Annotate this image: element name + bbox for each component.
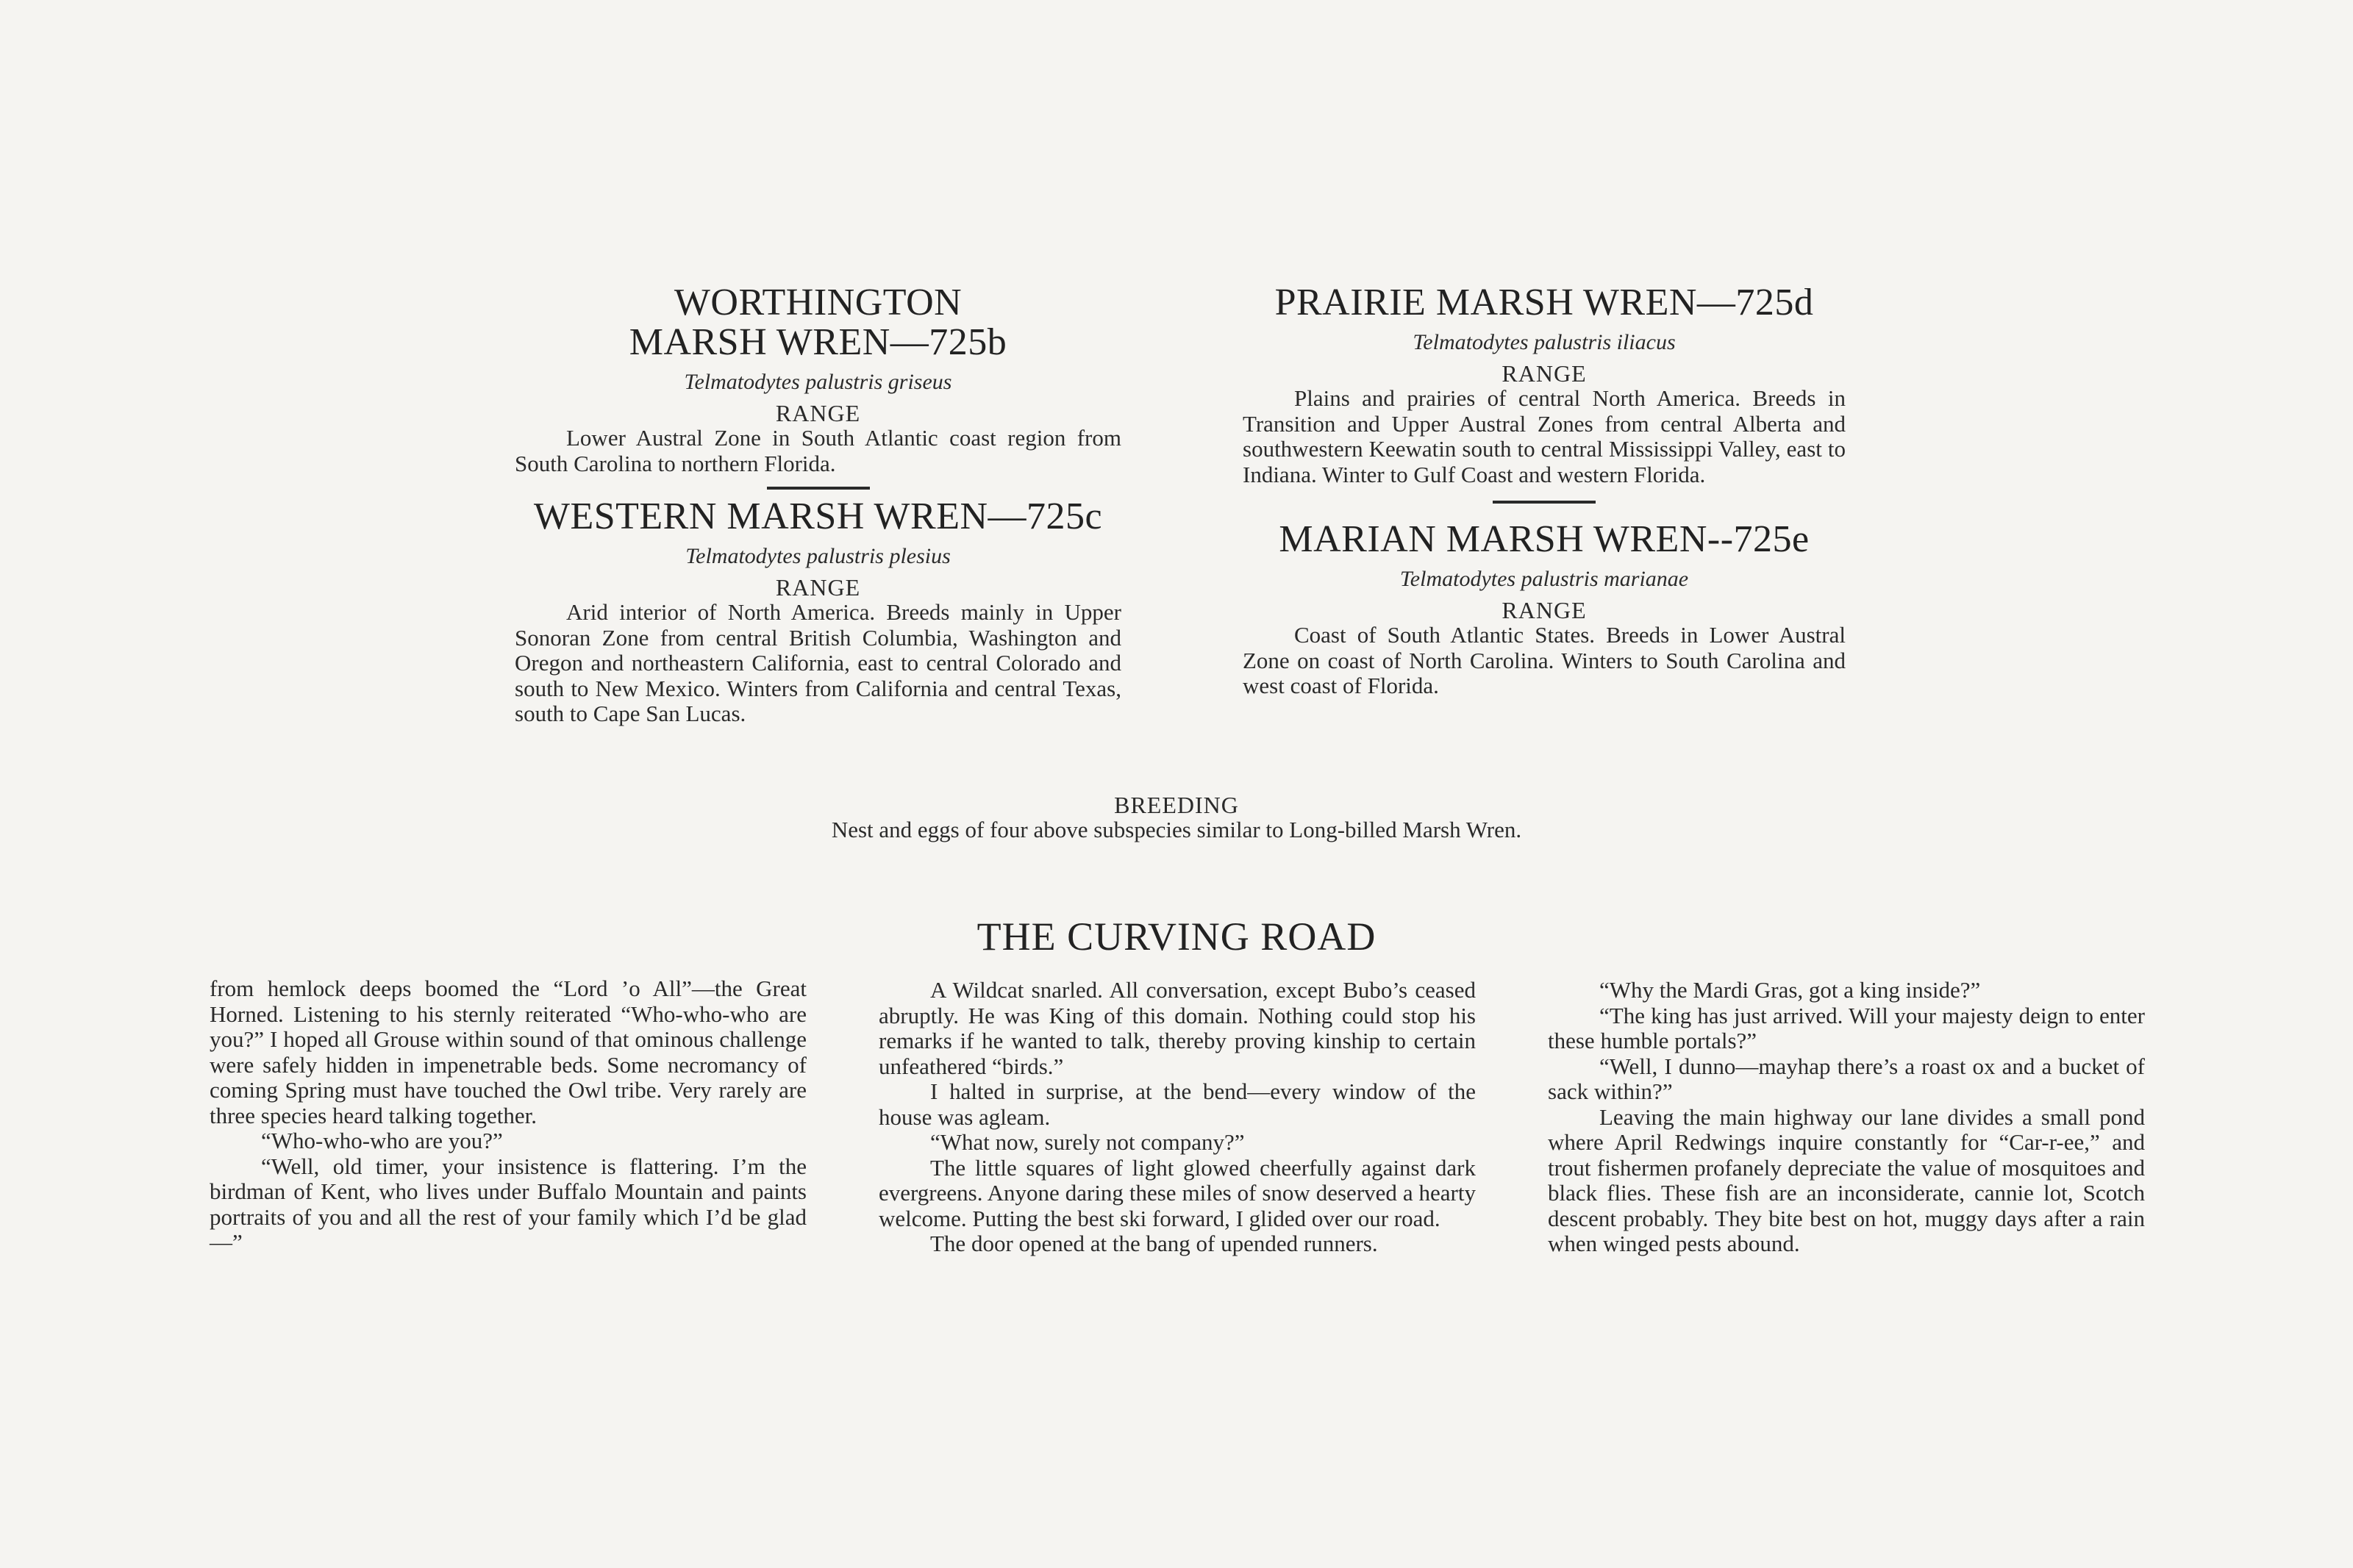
marian-scientific-name: Telmatodytes palustris marianae bbox=[1399, 567, 1689, 591]
story-column-1 bbox=[210, 976, 807, 1256]
divider-rule bbox=[1493, 501, 1596, 504]
western-section bbox=[515, 497, 1121, 727]
prairie-section bbox=[1243, 283, 1846, 487]
story-paragraph: “Who-who-who are you?” bbox=[261, 1128, 503, 1153]
story-paragraph: from hemlock deeps boomed the “Lord ’o All”—the Great Horned. Listening to his sternly reiterated “Who-who-who are you?” I hoped all Grouse within sound of that ominous challenge were safely hidden in impenetrable beds. Some necromancy of coming Spring must have touched the Owl tribe. Very rarely are three species heard talking together. bbox=[210, 975, 807, 1128]
right-species-column bbox=[1243, 283, 1846, 699]
worthington-range-label: RANGE bbox=[775, 400, 861, 426]
divider-rule bbox=[767, 487, 870, 490]
story-heading: THE CURVING ROAD bbox=[976, 914, 1377, 959]
prairie-scientific-name: Telmatodytes palustris iliacus bbox=[1413, 330, 1676, 354]
marian-range-text: Coast of South Atlantic States. Breeds in Lower Austral Zone on coast of North Carolina. Winters to South Carolina and west coast of Florida. bbox=[1243, 622, 1846, 698]
story-paragraph: “Why the Mardi Gras, got a king inside?” bbox=[1599, 977, 1981, 1003]
story-paragraph: “Well, I dunno—mayhap there’s a roast ox and a bucket of sack within?” bbox=[1548, 1053, 2145, 1104]
breeding-section bbox=[441, 792, 1912, 843]
worthington-range-text: Lower Austral Zone in South Atlantic coast region from South Carolina to northern Florida. bbox=[515, 425, 1121, 476]
marian-section bbox=[1243, 520, 1846, 699]
prairie-range-text: Plains and prairies of central North America. Breeds in Transition and Upper Austral Zones from central Alberta and southwestern Keewatin south to central Mississippi Valley, east to Indiana. Winter to Gulf Coast and western Florida. bbox=[1243, 385, 1846, 487]
western-range-text: Arid interior of North America. Breeds mainly in Upper Sonoran Zone from central British Columbia, Washington and Oregon and northeastern California, east to central Colorado and south to New Mexico. Winters from California and central Texas, south to Cape San Lucas. bbox=[515, 599, 1121, 726]
story-paragraph: The little squares of light glowed cheerfully against dark evergreens. Anyone daring these miles of snow deserved a hearty welcome. Putting the best ski forward, I glided over our road. bbox=[879, 1154, 1476, 1231]
story-paragraph: “Well, old timer, your insistence is flattering. I’m the birdman of Kent, who lives under Buffalo Mountain and paints portraits of you and all the rest of your family which I’d be glad—” bbox=[210, 1153, 807, 1255]
marian-title: MARIAN MARSH WREN--725e bbox=[1279, 518, 1810, 560]
worthington-section bbox=[515, 283, 1121, 476]
story-paragraph: “What now, surely not company?” bbox=[930, 1129, 1245, 1155]
breeding-label: BREEDING bbox=[1114, 792, 1239, 818]
worthington-scientific-name: Telmatodytes palustris griseus bbox=[684, 370, 952, 394]
story-paragraph: Leaving the main highway our lane divides a small pond where April Redwings inquire constantly for “Car-r-ee,” and trout fishermen profanely depreciate the value of mosquitoes and black flies. These fish are an inconsiderate, cannie lot, Scotch descent probably. They bite best on hot, muggy days after a rain when winged pests abound. bbox=[1548, 1103, 2145, 1256]
story-column-3 bbox=[1548, 978, 2145, 1257]
story-column-2 bbox=[879, 978, 1476, 1257]
prairie-range-label: RANGE bbox=[1502, 360, 1587, 387]
story-paragraph: “The king has just arrived. Will your majesty deign to enter these humble portals?” bbox=[1548, 1002, 2145, 1053]
western-title: WESTERN MARSH WREN—725c bbox=[533, 495, 1103, 537]
story-paragraph: I halted in surprise, at the bend—every window of the house was agleam. bbox=[879, 1078, 1476, 1130]
story-paragraph: A Wildcat snarled. All conversation, except Bubo’s ceased abruptly. He was King of this domain. Nothing could stop his remarks if he wanted to talk, thereby proving kinship to certain unfeathered “birds.” bbox=[879, 977, 1476, 1079]
story-paragraph: The door opened at the bang of upended runners. bbox=[930, 1231, 1378, 1256]
western-scientific-name: Telmatodytes palustris plesius bbox=[685, 544, 951, 568]
left-species-column bbox=[515, 283, 1121, 727]
western-range-label: RANGE bbox=[775, 574, 861, 601]
breeding-text: Nest and eggs of four above subspecies similar to Long-billed Marsh Wren. bbox=[831, 817, 1522, 842]
worthington-title-line1: WORTHINGTON bbox=[674, 282, 963, 323]
prairie-title: PRAIRIE MARSH WREN—725d bbox=[1274, 282, 1814, 323]
worthington-title-line2: MARSH WREN—725b bbox=[629, 321, 1007, 363]
marian-range-label: RANGE bbox=[1502, 597, 1587, 623]
